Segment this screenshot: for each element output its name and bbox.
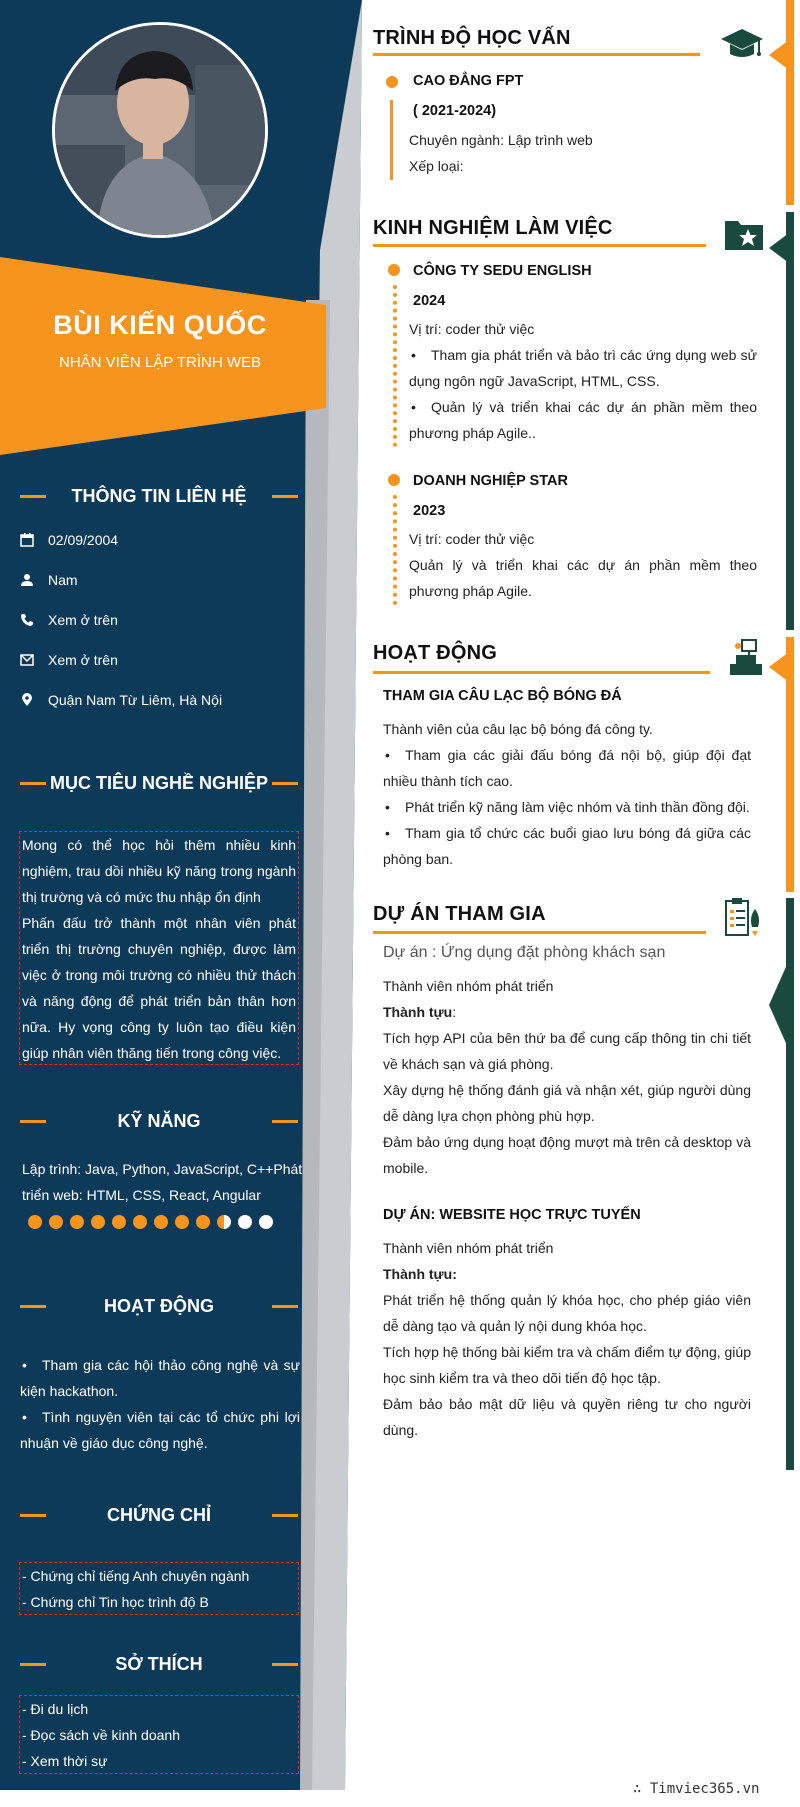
graduation-cap-icon [720,27,764,63]
phone-value: Xem ở trên [48,612,118,628]
project-details [383,1235,751,1443]
list-item: • Phát triển kỹ năng làm việc nhóm và tinh thần đồng đội. [383,794,751,820]
job-description: Quản lý và triển khai các dự án phần mềm theo phương pháp Agile. [409,557,757,599]
list-item: • Quản lý và triển khai các dự án phần mềm theo phương pháp Agile.. [409,394,757,446]
job-details [409,526,757,604]
timeline-line [390,100,393,180]
heading-dash [272,782,298,785]
contact-address [20,689,300,711]
project-line: Tích hợp hệ thống bài kiểm tra và chấm điểm tự động, giúp học sinh kiểm tra và theo dõi tiến độ học tập. [383,1344,751,1386]
project-role: Thành viên nhóm phát triển [383,978,554,994]
heading-underline [373,53,700,56]
phone-icon [20,613,48,627]
email-icon [20,653,48,667]
heading-underline [373,931,706,934]
skill-dot [238,1215,252,1229]
profile-photo [52,22,268,238]
job-position: Vị trí: coder thử việc [409,531,535,547]
list-item: • Tình nguyện viên tại các tổ chức phi lợi nhuận về giáo dục công nghệ. [20,1404,300,1456]
email-value: Xem ở trên [48,652,118,668]
skill-dot [133,1215,147,1229]
skills-text: Lập trình: Java, Python, JavaScript, C++Phát triển web: HTML, CSS, React, Angular [22,1161,303,1203]
heading-dash [272,1305,298,1308]
contact-birthday [20,529,300,551]
location-icon [20,693,48,707]
address-value: Quận Nam Từ Liêm, Hà Nội [48,692,223,708]
candidate-name: BÙI KIẾN QUỐC [53,310,267,340]
timeline-dot [386,76,398,88]
timeline-dot [388,474,400,486]
edge-bar-experience [786,212,794,630]
timeline-dotted-line [393,285,397,447]
list-item: - Đi du lịch [22,1701,89,1717]
heading-dash [20,495,46,498]
heading-dash [20,1663,46,1666]
project-details [383,973,751,1181]
project-role: Thành viên nhóm phát triển [383,1240,554,1256]
timeline-dot [388,264,400,276]
skill-dot [28,1215,42,1229]
project-line: Phát triển hệ thống quản lý khóa học, cho phép giáo viên dễ dàng tạo và quản lý nội dung khóa học. [383,1292,751,1334]
project-line: Xây dựng hệ thống đánh giá và nhận xét, giúp người dùng dễ dàng lựa chọn phòng phù hợp. [383,1082,751,1124]
edge-arrow [769,233,789,263]
heading-dash [20,782,46,785]
contact-gender [20,569,300,591]
edge-bar-education [786,0,794,205]
objective-box [19,831,299,1065]
skill-dot [91,1215,105,1229]
activities-left-list [20,1352,300,1456]
heading-dash [20,1305,46,1308]
skills-section-title: KỸ NĂNG [117,1110,201,1131]
candidate-job-title: NHÂN VIÊN LẬP TRÌNH WEB [59,354,261,371]
project-line: Đảm bảo ứng dụng hoạt động mượt mà trên cả desktop và mobile. [383,1134,751,1176]
skill-dot [259,1215,273,1229]
podium-icon [728,638,764,676]
footer-brand: ∴ Timviec365.vn [633,1781,760,1797]
gender-value: Nam [48,572,78,588]
education-period: ( 2021-2024) [413,103,497,119]
job-company: CÔNG TY SEDU ENGLISH [413,263,592,279]
activities-left-section-header [20,1291,298,1321]
skill-dot [217,1215,231,1229]
contact-section-title: THÔNG TIN LIÊN HỆ [71,485,247,506]
hobbies-section-title: SỞ THÍCH [115,1653,203,1674]
activities-right-section-title: HOẠT ĐỘNG [373,641,498,664]
objective-section-header [20,768,298,798]
hobbies-box [19,1695,299,1774]
job-details [409,316,757,446]
heading-underline [373,671,710,674]
hobbies-section-header [20,1649,298,1679]
list-item: • Tham gia các giải đấu bóng đá nội bộ, giúp đội đạt nhiều thành tích cao. [383,742,751,794]
contact-phone [20,609,300,631]
person-icon [20,573,48,587]
sidebar [0,0,370,1790]
star-folder-icon [724,217,764,251]
certificates-section-title: CHỨNG CHỈ [107,1504,211,1525]
certificates-box [19,1562,299,1615]
list-item: - Chứng chỉ tiếng Anh chuyên ngành [22,1568,250,1584]
heading-dash [272,1514,298,1517]
list-item: - Đọc sách về kinh doanh [22,1727,180,1743]
job-year: 2024 [413,293,446,309]
edge-arrow [769,652,789,682]
objective-section-title: MỤC TIÊU NGHỀ NGHIỆP [49,772,268,793]
project-achievement-label [383,999,751,1025]
timeline-dotted-line [393,495,397,605]
activity-role: Thành viên của câu lạc bộ bóng đá công ty. [383,721,653,737]
activity-details [383,716,751,872]
job-year: 2023 [413,503,446,519]
list-item: • Tham gia tổ chức các buổi giao lưu bóng đá giữa các phòng ban. [383,820,751,872]
project-title: DỰ ÁN: WEBSITE HỌC TRỰC TUYẾN [383,1207,641,1223]
objective-paragraph: Phấn đấu trở thành một nhân viên phát triển thị trường chuyên nghiệp, được làm việc ở trong môi trường có nhiều thử thách và năng động để phát triển bản thân hơn nữa. Hy vọng công ty luôn tạo điều kiện giúp nhân viên thăng tiến trong công việc. [22,915,296,1061]
activity-name: THAM GIA CÂU LẠC BỘ BÓNG ĐÁ [383,688,622,704]
education-rank: Xếp loại: [409,158,464,174]
heading-dash [272,1120,298,1123]
heading-dash [20,1514,46,1517]
heading-underline [373,244,706,247]
heading-dash [272,495,298,498]
contact-email [20,649,300,671]
edge-arrow [769,40,789,70]
project-achievement-label: Thành tựu: [383,1266,457,1282]
project-line: Tích hợp API của bên thứ ba để cung cấp thông tin chi tiết về khách sạn và giá phòng. [383,1030,751,1072]
skill-dot [112,1215,126,1229]
skill-dot [196,1215,210,1229]
achievement-label-colon: : [452,1004,457,1020]
calendar-icon [20,533,48,547]
project-line: Đảm bảo bảo mật dữ liệu và quyền riêng tư cho người dùng. [383,1396,751,1438]
skill-dot [175,1215,189,1229]
skills-section-header [20,1106,298,1136]
skill-dot [49,1215,63,1229]
list-item: - Chứng chỉ Tin học trình độ B [22,1594,209,1610]
heading-dash [20,1120,46,1123]
projects-section-title: DỰ ÁN THAM GIA [373,902,546,925]
job-position: Vị trí: coder thử việc [409,321,535,337]
list-item: • Tham gia các hội thảo công nghệ và sự kiện hackathon. [20,1352,300,1404]
edge-arrow [769,960,789,1050]
achievement-label-text: Thành tựu [383,1004,453,1020]
project-title: Dự án : Ứng dụng đặt phòng khách sạn [383,944,666,961]
activities-left-section-title: HOẠT ĐỘNG [104,1295,214,1316]
contact-section-header [20,481,298,511]
birthday-value: 02/09/2004 [48,532,119,548]
education-major: Chuyên ngành: Lập trình web [409,132,593,148]
list-item: - Xem thời sự [22,1753,108,1769]
education-school: CAO ĐẲNG FPT [413,73,524,89]
experience-section-title: KINH NGHIỆM LÀM VIỆC [373,216,613,239]
certificates-section-header [20,1500,298,1530]
rocket-checklist-icon [724,897,764,937]
skill-dot [154,1215,168,1229]
education-section-title: TRÌNH ĐỘ HỌC VẤN [373,26,571,49]
list-item: • Tham gia phát triển và bảo trì các ứng dụng web sử dụng ngôn ngữ JavaScript, HTML, CSS. [409,342,757,394]
skill-rating [28,1215,273,1229]
objective-paragraph: Mong có thể học hỏi thêm nhiều kinh nghiệm, trau dồi nhiều kỹ năng trong ngành thị trường và có mức thu nhập ổn định [22,837,296,905]
heading-dash [272,1663,298,1666]
job-company: DOANH NGHIỆP STAR [413,473,568,489]
skill-dot [70,1215,84,1229]
